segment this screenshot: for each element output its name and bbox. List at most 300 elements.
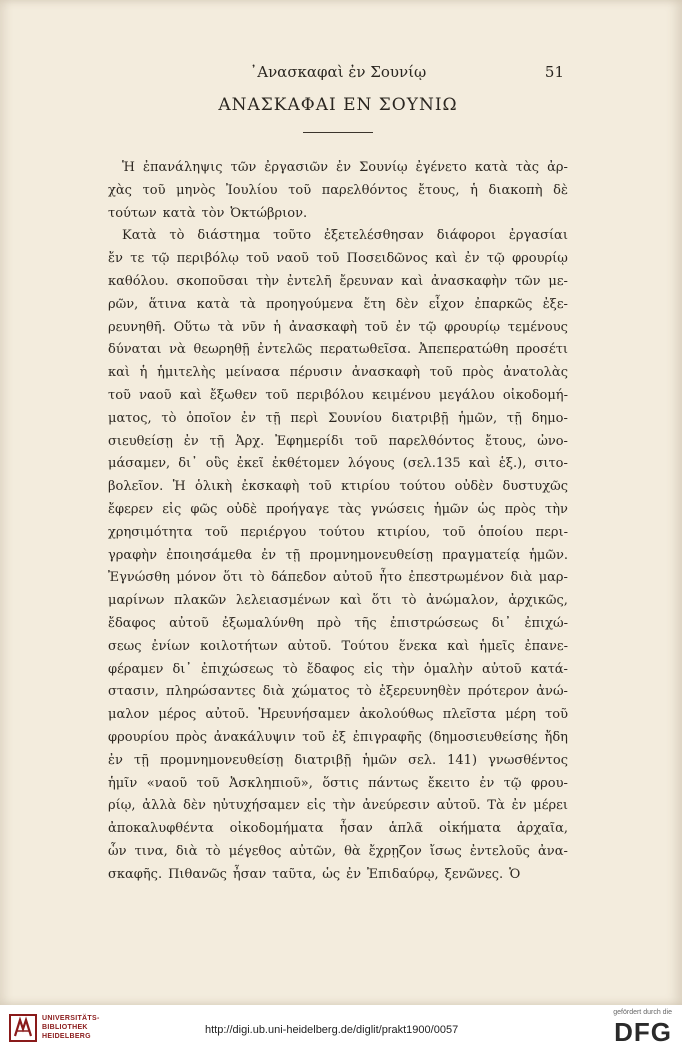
word: τοῦ (364, 319, 388, 335)
word: ρῶν, (108, 296, 139, 312)
word: τῶν (514, 273, 541, 289)
word: φέραμεν (108, 661, 164, 677)
word: διὰ (510, 570, 533, 586)
word: ἐντελῶς (257, 342, 313, 358)
word: προσέτι (516, 342, 568, 358)
word: τοῦ (142, 182, 166, 198)
word: ἐκθέτομεν (271, 456, 340, 472)
word: τῇ (506, 410, 522, 426)
word: τὸ (356, 684, 372, 700)
word: ἐπεστρωμένον (408, 570, 504, 586)
word: ὅτι (222, 570, 243, 586)
word: μεγάλου (438, 387, 495, 403)
word: ἡμῶν (362, 752, 398, 768)
text-line (108, 453, 568, 476)
word: ἐργασιῶν (264, 160, 329, 175)
word: ὅτι (371, 593, 392, 609)
word: 141) (447, 752, 478, 768)
word: ἐξετελέσθησαν (324, 228, 424, 244)
word: μέγεθος (228, 843, 282, 859)
word: τῷ (486, 251, 505, 267)
word: ἐπαρκῶς (474, 296, 533, 312)
text-line (108, 818, 568, 841)
word: τῷ (418, 319, 437, 335)
text-line (108, 545, 568, 568)
word: διατριβῇ (294, 752, 352, 768)
word: ἀνεύρεσιν (362, 798, 430, 814)
word: ἐξ (331, 729, 347, 745)
word: διατριβῇ (391, 410, 449, 426)
word: μηνὸς (176, 182, 216, 198)
word: ἐπανε- (524, 638, 568, 654)
word: τοῦ (429, 365, 453, 381)
word: δὲ (553, 182, 568, 198)
word: ἐν (108, 752, 123, 768)
word: τὸ (282, 661, 298, 677)
word: ἡ (139, 365, 148, 381)
word: τὸν (201, 205, 225, 221)
word: ἡμῶν, (458, 410, 498, 426)
word: τοῦ (108, 387, 131, 403)
word: τὸ (401, 593, 417, 609)
word: προήγαγε (266, 501, 329, 517)
word: πλακῶν (174, 593, 227, 609)
word: διακοπὴ (488, 182, 543, 198)
word: οἰκήματα (438, 821, 502, 837)
word: Ἀσκληπιοῦ», (229, 775, 313, 791)
word: ἡ (273, 319, 282, 335)
word: τε (130, 251, 145, 267)
word: ὧν (108, 843, 127, 859)
word: ταῦτα, (272, 866, 317, 882)
word: ἀνασκαφὴ (288, 319, 358, 335)
word: τοῦ (354, 433, 378, 449)
word: ἤδη (544, 729, 568, 745)
word: αὐτοῦ. (205, 707, 250, 723)
word: ἡμῖν (108, 775, 138, 791)
word: περιέργου (240, 524, 307, 540)
word: καὶ (108, 365, 131, 381)
word: τῇ (133, 752, 149, 768)
word: τοῦ (308, 479, 332, 495)
word: διὰ (175, 843, 198, 859)
word: Ὀκτώβριον. (230, 205, 308, 221)
word: ἐποιησάμεθα (166, 547, 252, 563)
text-line (108, 727, 568, 750)
word: ρίῳ, (108, 798, 136, 814)
word: καὶ (468, 456, 491, 472)
dfg-logo: DFG (614, 1017, 672, 1047)
word: Ἐγνώσθη (108, 570, 170, 586)
word: σιευθείσῃ (108, 433, 173, 449)
word: ἐν (464, 251, 480, 267)
word: τούτου (318, 524, 365, 540)
word: ηὐτυχήσαμεν (212, 798, 300, 814)
word: Ἡ (172, 479, 186, 495)
word: ἐπιγραφῆς (352, 729, 422, 745)
word: Ἰουλίου (225, 182, 278, 198)
word: Ἡ (122, 160, 135, 175)
word: ἔξωθεν (209, 387, 258, 403)
word: καὶ (339, 593, 362, 609)
word: ὁποῖον (186, 410, 232, 426)
word: αὐτῶν, (289, 843, 336, 859)
word: Σουνίῳ (359, 160, 408, 175)
word: λόγους (347, 456, 395, 472)
word: δημο- (531, 410, 568, 426)
word: τοῦ (545, 707, 568, 723)
word: αὐτοῦ (333, 570, 373, 586)
word: τοῦ (442, 524, 466, 540)
word: ἴσως (429, 843, 462, 859)
word: ματος, (108, 410, 152, 426)
text-line (108, 773, 568, 796)
word: μέρος (158, 707, 197, 723)
word: ἀλλὰ (142, 798, 177, 814)
word: ἐπιχώ- (524, 615, 568, 631)
word: ἀνασκαφὴ (351, 365, 421, 381)
word: ἦσαν (232, 866, 267, 882)
word: διὰ (262, 684, 285, 700)
word: Ἀρχ. (235, 433, 265, 449)
word: τοῦ (265, 387, 289, 403)
word: τὰς (338, 501, 362, 517)
word: ἀκολούθως (359, 707, 434, 723)
word: πάντως (368, 775, 419, 791)
word: τεμένους (507, 319, 568, 335)
text-line (108, 431, 568, 454)
word: ἔτους, (485, 433, 527, 449)
word: θεωρηθῇ (193, 342, 250, 358)
word: τούτων (108, 205, 157, 221)
text-line (108, 203, 568, 226)
word: ἡ (470, 182, 478, 198)
word: μέρει (533, 798, 568, 814)
word: ἐξωμαλύνθη (222, 615, 304, 631)
body-text (108, 157, 568, 887)
word: οὓς (205, 456, 229, 472)
word: ρευνηθῆ. (108, 319, 166, 335)
text-line (108, 590, 568, 613)
word: ἔδαφος (108, 615, 156, 631)
word: «ναοῦ (146, 775, 188, 791)
word: τὰ (239, 296, 256, 312)
word: φρουρίῳ (512, 251, 568, 267)
running-head (108, 63, 568, 83)
word: δύναται (108, 342, 162, 358)
word: μόνον (176, 570, 217, 586)
word: τινα, (134, 843, 168, 859)
word: ἔδαφος (306, 661, 355, 677)
word: ἐπιχώσεως (200, 661, 274, 677)
word: ἀποκαλυφθέντα (108, 821, 214, 837)
word: ἁπλᾶ (388, 821, 424, 837)
text-line (108, 225, 568, 248)
word: τούτου (399, 479, 446, 495)
title-divider (303, 132, 373, 133)
word: περατωθεῖσα. (320, 342, 411, 358)
word: ξενῶνες. (444, 866, 504, 882)
word: ἡμῶν. (529, 547, 568, 563)
word: ἐν (240, 410, 256, 426)
word: δι᾿ (178, 456, 198, 472)
word: γνωσθέντος (488, 752, 568, 768)
text-line (108, 750, 568, 773)
word: ἀνα- (538, 843, 568, 859)
word: ὡς (477, 501, 496, 517)
word: τὴν (391, 661, 415, 677)
sponsor-label: gefördert durch die (613, 1009, 672, 1016)
word: Πιθανῶς (168, 866, 227, 882)
word: (δημοσιευθείσης (428, 729, 538, 745)
word: κοιλοτήτων (199, 638, 278, 654)
word: οὐδὲ (226, 501, 258, 517)
word: ἀνατολὰς (503, 365, 568, 381)
word: χρησιμότητα (108, 524, 193, 540)
word: ἀρ- (547, 160, 568, 175)
word: ἔν (108, 251, 123, 267)
word: μάσαμεν, (108, 456, 171, 472)
word: ἐκεῖ (236, 456, 264, 472)
word: ὁλικὴ (195, 479, 233, 495)
word: τοῦ (316, 251, 340, 267)
word: Τούτου (341, 638, 389, 654)
word: Ἐπιδαύρῳ, (367, 866, 439, 882)
text-line (108, 613, 568, 636)
word: Ἐφημερίδι (275, 433, 344, 449)
word: μαρίνων (108, 593, 165, 609)
word: δὲν (183, 798, 206, 814)
word: ἀνασκαφὴν (431, 273, 508, 289)
word: αὐτοῦ (169, 615, 209, 631)
word: κτιρίου (341, 479, 390, 495)
word: δι᾿ (491, 615, 512, 631)
word: ἔτους, (418, 182, 460, 198)
word: τοῦ (196, 775, 220, 791)
word: καὶ (179, 387, 202, 403)
word: Ἀπεπερατώθη (418, 342, 509, 358)
word: ἐγένετο (415, 160, 467, 175)
word: βολεῖον. (108, 479, 164, 495)
word: πρὸ (317, 615, 342, 631)
word: καθόλου. (108, 273, 169, 289)
word: διάστημα (197, 228, 261, 244)
word: Ὁ (509, 866, 521, 882)
word: ἐν (336, 160, 351, 175)
word: λελειασμένων (235, 593, 331, 609)
word: μαλον (108, 707, 150, 723)
word: εἰς (306, 798, 326, 814)
word: ἅτινα (148, 296, 187, 312)
text-line (108, 476, 568, 499)
word: ἡμεῖς (479, 638, 515, 654)
text-line (108, 362, 568, 385)
word: Σουνίου (328, 410, 382, 426)
word: δι᾿ (172, 661, 192, 677)
word: τοῦ (205, 524, 228, 540)
word: κατά- (530, 661, 568, 677)
word: ἐν (183, 433, 199, 449)
text-line (108, 841, 568, 864)
word: προηγούμενα (266, 296, 354, 312)
word: τῷ (503, 775, 522, 791)
word: ἐν (511, 798, 527, 814)
text-line (108, 659, 568, 682)
word: κατὰ (162, 205, 196, 221)
word: καὶ (401, 273, 424, 289)
word: ὁποίου (478, 524, 524, 540)
word: εἶχον (428, 296, 465, 312)
article-title: ΑΝΑΣΚΑΦΑΙ ΕΝ ΣΟΥΝΙΩ (218, 95, 458, 115)
text-line (108, 499, 568, 522)
text-line (108, 408, 568, 431)
word: δάπεδον (271, 570, 327, 586)
word: μαρ- (538, 570, 568, 586)
word: ἐν (346, 866, 362, 882)
word: οἰκοδομή- (502, 387, 568, 403)
word: ἀρχαῖα, (516, 821, 568, 837)
library-name-line: UNIVERSITÄTS- (42, 1015, 100, 1022)
word: τῇ (209, 433, 225, 449)
word: πέρυσιν (289, 365, 343, 381)
word: παρελθόντος (388, 433, 475, 449)
word: εἰς (363, 661, 383, 677)
word: ἐργασίαι (508, 228, 568, 244)
running-title: ᾿Ανασκαφαὶ ἐν Σουνίῳ (249, 63, 427, 81)
university-library-logo-icon[interactable] (8, 1013, 38, 1043)
word: ὅστις (322, 775, 359, 791)
word: προμνημονευθείσῃ (159, 752, 284, 768)
word: ἀρχικῶς, (508, 593, 568, 609)
word: τὴν (256, 273, 280, 289)
text-line (108, 294, 568, 317)
word: πρότερον (467, 684, 530, 700)
word: πρὸς (504, 501, 536, 517)
word: οἰκοδομήματα (229, 821, 324, 837)
word: ἐν (395, 319, 411, 335)
word: θὰ (344, 843, 361, 859)
word: τὰς (515, 160, 540, 175)
word: φρουρίου (108, 729, 169, 745)
word: τὸ (205, 843, 221, 859)
word: κτιρίου, (377, 524, 431, 540)
word: ἔφερεν (108, 501, 154, 517)
word: τὸ (249, 570, 265, 586)
library-name-line: HEIDELBERG (42, 1033, 91, 1040)
word: κειμένου (371, 387, 431, 403)
word: χὰς (108, 182, 132, 198)
text-line (108, 795, 568, 818)
word: πληρώσαντες (166, 684, 256, 700)
word: ἐντελοῦς (469, 843, 530, 859)
word: φῶς (190, 501, 218, 517)
word: ἐν (261, 547, 277, 563)
word: κατὰ (196, 296, 230, 312)
word: ἡμῶν (433, 501, 469, 517)
word: σεως (108, 638, 142, 654)
footer-bar (0, 1005, 682, 1055)
word: ἀνακάλυψιν (213, 729, 296, 745)
word: κατὰ (474, 160, 508, 175)
word: ἔχρῃζον (368, 843, 422, 859)
word: ἐν (479, 775, 495, 791)
text-line (108, 157, 568, 180)
word: νὰ (169, 342, 186, 358)
word: αὐτοῦ. (287, 638, 332, 654)
word: δυστυχῶς (502, 479, 568, 495)
word: Τὰ (487, 798, 505, 814)
word: καὶ (435, 251, 458, 267)
library-name-line: BIBLIOTHEK (42, 1024, 88, 1031)
word: με- (548, 273, 568, 289)
word: ἐξε- (542, 296, 568, 312)
word: χώματος (291, 684, 350, 700)
source-url-link[interactable]: http://digi.ub.uni-heidelberg.de/diglit/prakt1900/0057 (205, 1024, 459, 1036)
word: περι- (535, 524, 568, 540)
word: μείνασα (225, 365, 280, 381)
word: ναοῦ (139, 387, 172, 403)
word: αὐτοῦ (481, 661, 522, 677)
word: τῇ (265, 410, 281, 426)
word: ἐκσκαφὴ (241, 479, 300, 495)
text-line (108, 567, 568, 590)
word: ἑξ.), (498, 456, 527, 472)
word: τὸ (169, 228, 185, 244)
word: τοῦ (288, 182, 312, 198)
word: ἕνεκα (398, 638, 438, 654)
word: παρελθόντος (321, 182, 408, 198)
text-line (108, 636, 568, 659)
word: αὐτοῦ. (436, 798, 481, 814)
word: Ποσειδῶνος (346, 251, 428, 267)
word: σιτο- (534, 456, 568, 472)
word: ἦσαν (339, 821, 373, 837)
word: γνώσεις (370, 501, 425, 517)
word: νῦν (241, 319, 266, 335)
word: φρου- (531, 775, 568, 791)
page-number: 51 (544, 63, 564, 81)
word: σκοποῦσαι (176, 273, 249, 289)
sponsor-block[interactable] (582, 1009, 672, 1046)
text-line (108, 317, 568, 340)
word: περιβόλου (296, 387, 364, 403)
word: πρὸς (175, 729, 208, 745)
word: ἐπανάληψις (142, 160, 223, 175)
word: ἦτο (379, 570, 402, 586)
word: φρουρίῳ (444, 319, 501, 335)
text-line (108, 385, 568, 408)
word: περὶ (290, 410, 319, 426)
word: ἀνώ- (536, 684, 568, 700)
word: τῇ (285, 547, 301, 563)
word: ὁμαλὴν (423, 661, 473, 677)
word: οὐδὲν (454, 479, 494, 495)
word: τοῦτο (273, 228, 312, 244)
text-line (108, 864, 568, 887)
word: διάφοροι (436, 228, 496, 244)
word: τῷ (151, 251, 170, 267)
word: ἡμιτελὴς (157, 365, 216, 381)
word: τὰ (217, 319, 234, 335)
word: ἔρευναν (339, 273, 394, 289)
word: δὲν (395, 296, 419, 312)
word: ἐπιστρώσεως (389, 615, 479, 631)
word: εἰς (162, 501, 182, 517)
word: ἐντελῆ (286, 273, 332, 289)
word: τῆς (354, 615, 377, 631)
word: τοῦ (246, 251, 270, 267)
word: Κατὰ (122, 228, 157, 244)
